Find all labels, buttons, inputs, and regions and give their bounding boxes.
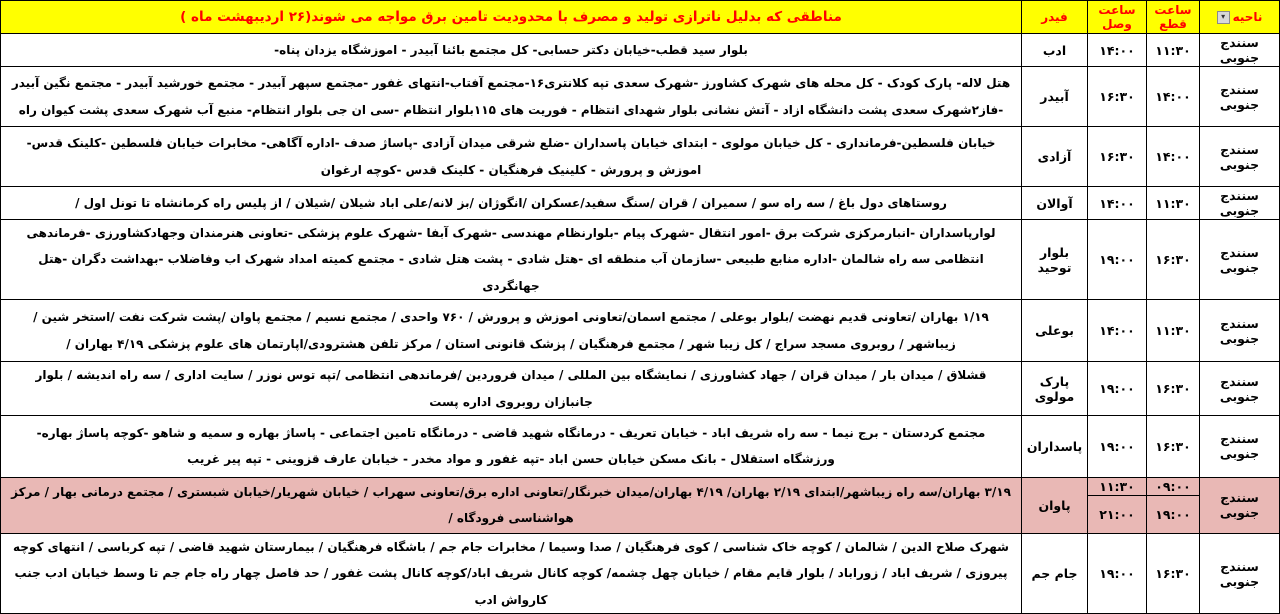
table-row <box>1 34 1280 67</box>
column-header-cut-time: ساعت قطع <box>1147 1 1200 34</box>
reconnect-time-cell: ۱۶:۳۰ <box>1088 67 1147 127</box>
reconnect-time-cell: ۱۴:۰۰ <box>1088 300 1147 362</box>
filter-dropdown-icon[interactable]: ▾ <box>1217 11 1230 24</box>
cut-time-cell: ۱۱:۳۰ <box>1147 300 1200 362</box>
feeder-cell: پارک مولوی <box>1022 362 1088 416</box>
areas-cell: خیابان فلسطین-فرمانداری - کل خیابان مولوی - ابتدای خیابان پاسداران -ضلع شرقی میدان آزادی -پاساژ صدف -اداره آگاهی- مخابرات خیابان فلسطین -کلینک قدس- اموزش و پرورش - کلینیک فرهنگیان - کلینک قدس -کوچه ارغوان <box>1 127 1022 187</box>
reconnect-time-cell: ۱۹:۰۰ <box>1088 415 1147 477</box>
table-row <box>1 67 1280 127</box>
feeder-cell: جام جم <box>1022 533 1088 613</box>
region-cell: سنندج جنوبی <box>1200 533 1280 613</box>
cut-time-cell-slot2: ۱۹:۰۰ <box>1147 495 1200 533</box>
header-row <box>1 1 1280 34</box>
areas-cell: هتل لاله- پارک کودک - کل محله های شهرک کشاورز -شهرک سعدی تپه کلانتری۱۶-مجتمع آفتاب-انتهای غفور -مجتمع سپهر آبیدر - مجتمع خورشید آبیدر - مجتمع نگین آبیدر -فاز۲شهرک سعدی پشت دانشگاه ازاد - آتش نشانی بلوار شهدای انتظام - فوریت های ۱۱۵بلوار انتظام -سی ان جی بلوار انتظام- منبع آب شهرک سعدی پشت کیوان راه <box>1 67 1022 127</box>
feeder-cell: پاسداران <box>1022 415 1088 477</box>
region-cell: سنندج جنوبی <box>1200 187 1280 220</box>
region-cell: سنندج جنوبی <box>1200 127 1280 187</box>
table-row <box>1 533 1280 613</box>
region-cell: سنندج جنوبی <box>1200 477 1280 533</box>
areas-cell: مجتمع کردستان - برج نیما - سه راه شریف اباد - خیابان تعریف - درمانگاه شهید قاضی - درمانگاه تامین اجتماعی - پاساژ بهاره و سمیه و شاهو -کوچه پاساژ بهاره-ورزشگاه استقلال - بانک مسکن خیابان حسن اباد -تپه غفور و مواد مخدر - خیابان عارف قزوینی - تپه پیر غریب <box>1 415 1022 477</box>
cut-time-cell: ۱۱:۳۰ <box>1147 34 1200 67</box>
table-row <box>1 220 1280 300</box>
table-row <box>1 362 1280 416</box>
reconnect-time-cell: ۱۶:۳۰ <box>1088 127 1147 187</box>
reconnect-time-cell: ۱۹:۰۰ <box>1088 362 1147 416</box>
feeder-cell: پاوان <box>1022 477 1088 533</box>
column-header-reconnect-time: ساعت وصل <box>1088 1 1147 34</box>
column-header-feeder: فیدر <box>1022 1 1088 34</box>
areas-cell: شهرک صلاح الدین / شالمان / کوچه خاک شناسی / کوی فرهنگیان / صدا وسیما / مخابرات جام جم / باشگاه فرهنگیان / بیمارستان شهید قاضی / تپه کرباسی / انتهای کوچه پیروزی / شریف اباد / زوراباد / بلوار قایم مقام / خیابان چهل چشمه/ کوچه کانال شریف اباد/کوچه کانال پشت غفور / حد فاصل چهار راه جام جم تا وسط خیابان ادب جنب کارواش ادب <box>1 533 1022 613</box>
region-cell: سنندج جنوبی <box>1200 415 1280 477</box>
table-row <box>1 127 1280 187</box>
feeder-cell: آبیدر <box>1022 67 1088 127</box>
cut-time-cell: ۱۶:۳۰ <box>1147 415 1200 477</box>
cut-time-cell: ۱۴:۰۰ <box>1147 127 1200 187</box>
areas-cell: قشلاق / میدان بار / میدان قران / جهاد کشاورزی / نمایشگاه بین المللی / میدان فروردین /فرماندهی انتظامی /تپه توس نوزر / سایت اداری / سه راه اندیشه / بلوار جانبازان روبروی اداره پست <box>1 362 1022 416</box>
cut-time-cell: ۱۶:۳۰ <box>1147 362 1200 416</box>
areas-cell: ۳/۱۹ بهاران/سه راه زیباشهر/ابتدای ۲/۱۹ بهاران/ ۴/۱۹ بهاران/میدان خبرنگار/تعاونی اداره برق/تعاونی سهراب / خیابان شهریار/خیابان شبستری / مجتمع درمانی بهار / مرکز هواشناسی فرودگاه / <box>1 477 1022 533</box>
feeder-cell: آوالان <box>1022 187 1088 220</box>
table-row-highlighted <box>1 477 1280 495</box>
reconnect-time-cell: ۱۴:۰۰ <box>1088 34 1147 67</box>
feeder-cell: آزادی <box>1022 127 1088 187</box>
reconnect-time-cell: ۱۹:۰۰ <box>1088 533 1147 613</box>
feeder-cell: بلوار توحید <box>1022 220 1088 300</box>
cut-time-cell: ۱۶:۳۰ <box>1147 220 1200 300</box>
areas-cell: بلوار سید قطب-خیابان دکتر حسابی- کل مجتمع بائنا آبیدر - اموزشگاه یزدان پناه- <box>1 34 1022 67</box>
reconnect-time-cell: ۱۴:۰۰ <box>1088 187 1147 220</box>
reconnect-time-cell: ۱۹:۰۰ <box>1088 220 1147 300</box>
areas-cell: روستاهای دول باغ / سه راه سو / سمیران / قران /سنگ سفید/عسکران /انگوژان /بز لانه/علی اباد شیلان /شیلان / از پلیس راه کرمانشاه تا تونل اول / <box>1 187 1022 220</box>
feeder-cell: ادب <box>1022 34 1088 67</box>
region-cell: سنندج جنوبی <box>1200 220 1280 300</box>
table-title: مناطقی که بدلیل ناترازی تولید و مصرف با محدودیت تامین برق مواجه می شوند(۲۶ اردیبهشت ماه ) <box>1 1 1022 34</box>
table-row <box>1 300 1280 362</box>
region-cell: سنندج جنوبی <box>1200 67 1280 127</box>
areas-cell: ۱/۱۹ بهاران /تعاونی قدیم نهضت /بلوار بوعلی / مجتمع اسمان/تعاونی اموزش و پرورش / ۷۶۰ واحدی / مجتمع نسیم / مجتمع پاوان /پشت شرکت نفت /استخر شین / زیباشهر / روبروی مسجد سراج / کل زیبا شهر / مجتمع فرهنگیان / پزشک قانونی استان / مرکز تلفن هشترودی/اپارتمان های علوم پزشکی ۴/۱۹ بهاران / <box>1 300 1022 362</box>
cut-time-cell: ۱۱:۳۰ <box>1147 187 1200 220</box>
reconnect-time-cell-slot1: ۱۱:۳۰ <box>1088 477 1147 495</box>
cut-time-cell: ۱۶:۳۰ <box>1147 533 1200 613</box>
reconnect-time-cell-slot2: ۲۱:۰۰ <box>1088 495 1147 533</box>
table-row <box>1 415 1280 477</box>
region-cell: سنندج جنوبی <box>1200 362 1280 416</box>
region-header-label: ناحیه <box>1232 10 1263 24</box>
region-cell: سنندج جنوبی <box>1200 34 1280 67</box>
areas-cell: لوارپاسداران -انبارمرکزی شرکت برق -امور انتقال -شهرک پیام -بلوارنظام مهندسی -شهرک آبفا -شهرک علوم پزشکی -تعاونی هنرمندان وجهادکشاورزی -فرماندهی انتظامی سه راه شالمان -اداره منابع طبیعی -سازمان آب منطقه ای -هتل شادی - پشت هتل شادی - مجتمع کمیته امداد شهرک اب وفاضلاب -بهداشت دگران -هتل جهانگردی <box>1 220 1022 300</box>
table-row <box>1 187 1280 220</box>
cut-time-cell: ۱۴:۰۰ <box>1147 67 1200 127</box>
cut-time-cell-slot1: ۰۹:۰۰ <box>1147 477 1200 495</box>
region-cell: سنندج جنوبی <box>1200 300 1280 362</box>
feeder-cell: بوعلی <box>1022 300 1088 362</box>
column-header-region <box>1200 1 1280 34</box>
